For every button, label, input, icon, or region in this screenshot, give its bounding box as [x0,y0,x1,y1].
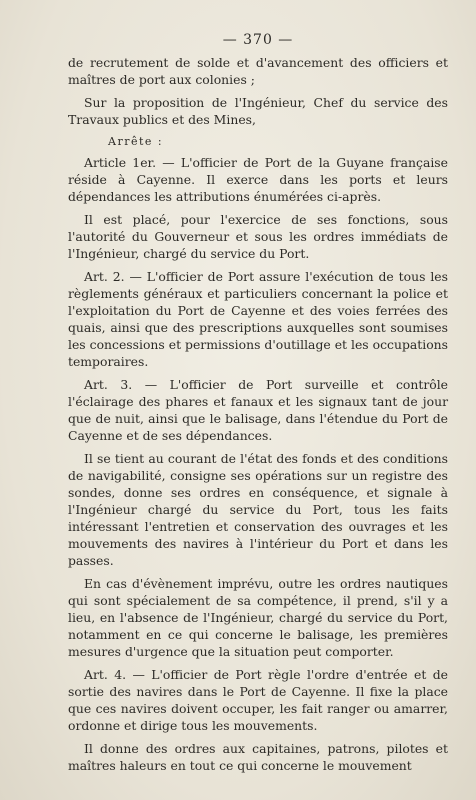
paragraph-recrutement: de recrutement de solde et d'avancement des officiers et maîtres de port aux colonies ; [68,55,448,87]
paragraph-evenement: En cas d'évènement imprévu, outre les ordres nautiques qui sont spécialement de sa compétence, il prend, s'il y a lieu, en l'absence de l'Ingénieur, chargé du service du Port, notamment en ce qui concerne le balisage, les premières mesures d'urgence que la situation peut comporter. [68,576,448,659]
paragraph-article-4: Art. 4. — L'officier de Port règle l'ordre d'entrée et de sortie des navires dans le Port de Cayenne. Il fixe la place que ces navires doivent occuper, les fait ranger ou amarrer, ordonne et dirige tous les mouvements. [68,667,448,733]
paragraph-article-1: Article 1er. — L'officier de Port de la Guyane française réside à Cayenne. Il exerce dans les ports et leurs dépendances les attributions énumérées ci-après. [68,155,448,204]
paragraph-article-2: Art. 2. — L'officier de Port assure l'exécution de tous les règlements généraux et particuliers concernant la police et l'exploitation du Port de Cayenne et des voies ferrées des quais, ainsi que des prescriptions auxquelles sont soumises les concessions et permissions d'outillage et les occupations temporaires. [68,269,448,369]
paragraph-capitaines: Il donne des ordres aux capitaines, patrons, pilotes et maîtres haleurs en tout ce qui concerne le mouvement [68,741,448,773]
paragraph-fonds: Il se tient au courant de l'état des fonds et des conditions de navigabilité, consigne ses opérations sur un registre des sondes, donne ses ordres en conséquence, et signale à l'Ingénieur chargé du service du Port, tous les faits intéressant l'entretien et conservation des ouvrages et les mouvements des navires à l'intérieur du Port et dans les passes. [68,451,448,568]
arrete-heading: Arrête : [108,135,164,148]
document-page [68,30,448,774]
page-number: — 370 — [222,32,294,48]
paragraph-autorite: Il est placé, pour l'exercice de ses fonctions, sous l'autorité du Gouverneur et sous les ordres immédiats de l'Ingénieur, chargé du service du Port. [68,212,448,261]
paragraph-proposition: Sur la proposition de l'Ingénieur, Chef du service des Travaux publics et des Mines, [68,95,448,127]
paragraph-article-3: Art. 3. — L'officier de Port surveille et contrôle l'éclairage des phares et fanaux et les signaux tant de jour que de nuit, ainsi que le balisage, dans l'étendue du Port de Cayenne et de ses dépendances. [68,377,448,443]
